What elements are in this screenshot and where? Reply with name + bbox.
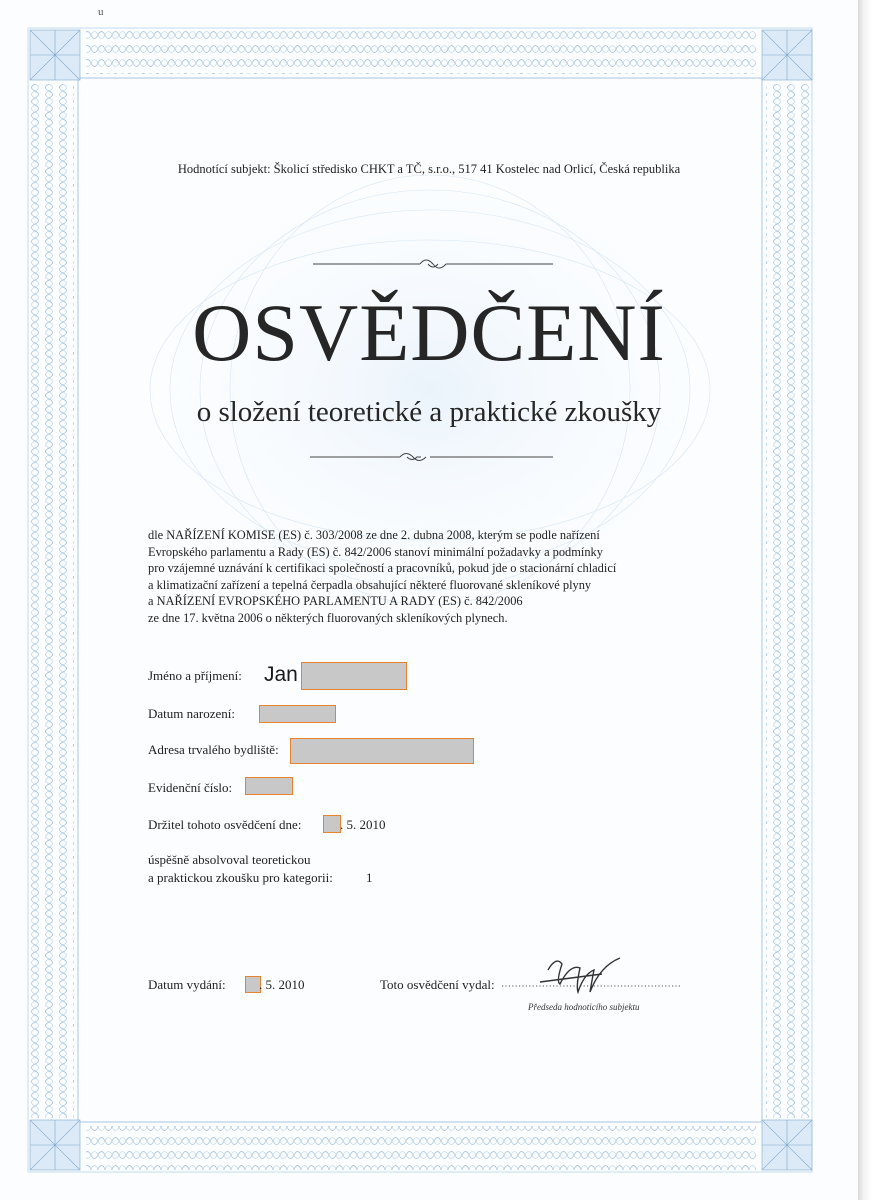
regulation-line: pro vzájemné uznávání k certifikaci společností a pracovníků, pokud jde o stacionární chladicí [148, 561, 617, 576]
regulation-line: dle NAŘÍZENÍ KOMISE (ES) č. 303/2008 ze dne 2. dubna 2008, kterým se podle nařízení [148, 528, 600, 542]
address-label: Adresa trvalého bydliště: [148, 742, 279, 757]
signature [540, 958, 620, 992]
redacted-holder-day [323, 815, 341, 833]
registry-number-label: Evidenční číslo: [148, 780, 233, 795]
redacted-birth-date [259, 705, 336, 723]
scan-margin [858, 0, 872, 1200]
redacted-surname [301, 662, 407, 690]
assessing-body-line: Hodnotící subjekt: Školicí středisko CHKT a TČ, s.r.o., 517 41 Kostelec nad Orlicí, Česká republika [177, 162, 681, 176]
category-value: 1 [366, 870, 373, 885]
certificate-subtitle: o složení teoretické a praktické zkoušky [196, 396, 662, 428]
holder-date-label: Držitel tohoto osvědčení dne: [148, 817, 302, 832]
passed-text-line1: úspěšně absolvoval teoretickou [148, 852, 311, 867]
holder-date-suffix: . 5. 2010 [340, 817, 386, 832]
regulation-line: ze dne 17. května 2006 o některých fluorovaných skleníkových plynech. [148, 610, 508, 625]
redacted-address [290, 738, 474, 764]
redacted-registry-number [245, 777, 293, 795]
border-top [86, 30, 756, 74]
regulation-text [148, 527, 768, 627]
name-label: Jméno a příjmení: [148, 668, 242, 683]
issued-by-label: Toto osvědčení vydal: [380, 977, 495, 992]
birth-date-label: Datum narození: [148, 706, 235, 721]
passed-text-line2: a praktickou zkoušku pro kategorii: [148, 870, 333, 885]
certificate-title: OSVĚDČENÍ [192, 287, 666, 378]
signature-role: Předseda hodnoticího subjektu [528, 1002, 640, 1012]
issue-date-suffix: . 5. 2010 [259, 977, 305, 992]
name-value: Jan [264, 663, 298, 686]
regulation-line: a klimatizační zařízení a tepelná čerpadla obsahující některé fluorované skleníkové plyny [148, 577, 592, 592]
border-bottom [86, 1126, 756, 1170]
border-left [30, 84, 74, 1118]
regulation-line: a NAŘÍZENÍ EVROPSKÉHO PARLAMENTU A RADY (ES) č. 842/2006 [148, 594, 523, 609]
border-right [766, 84, 810, 1118]
corner-mark: u [98, 6, 104, 18]
regulation-line: Evropského parlamentu a Rady (ES) č. 842/2006 stanoví minimální požadavky a podmínky [148, 544, 603, 559]
issue-date-label: Datum vydání: [148, 977, 226, 992]
